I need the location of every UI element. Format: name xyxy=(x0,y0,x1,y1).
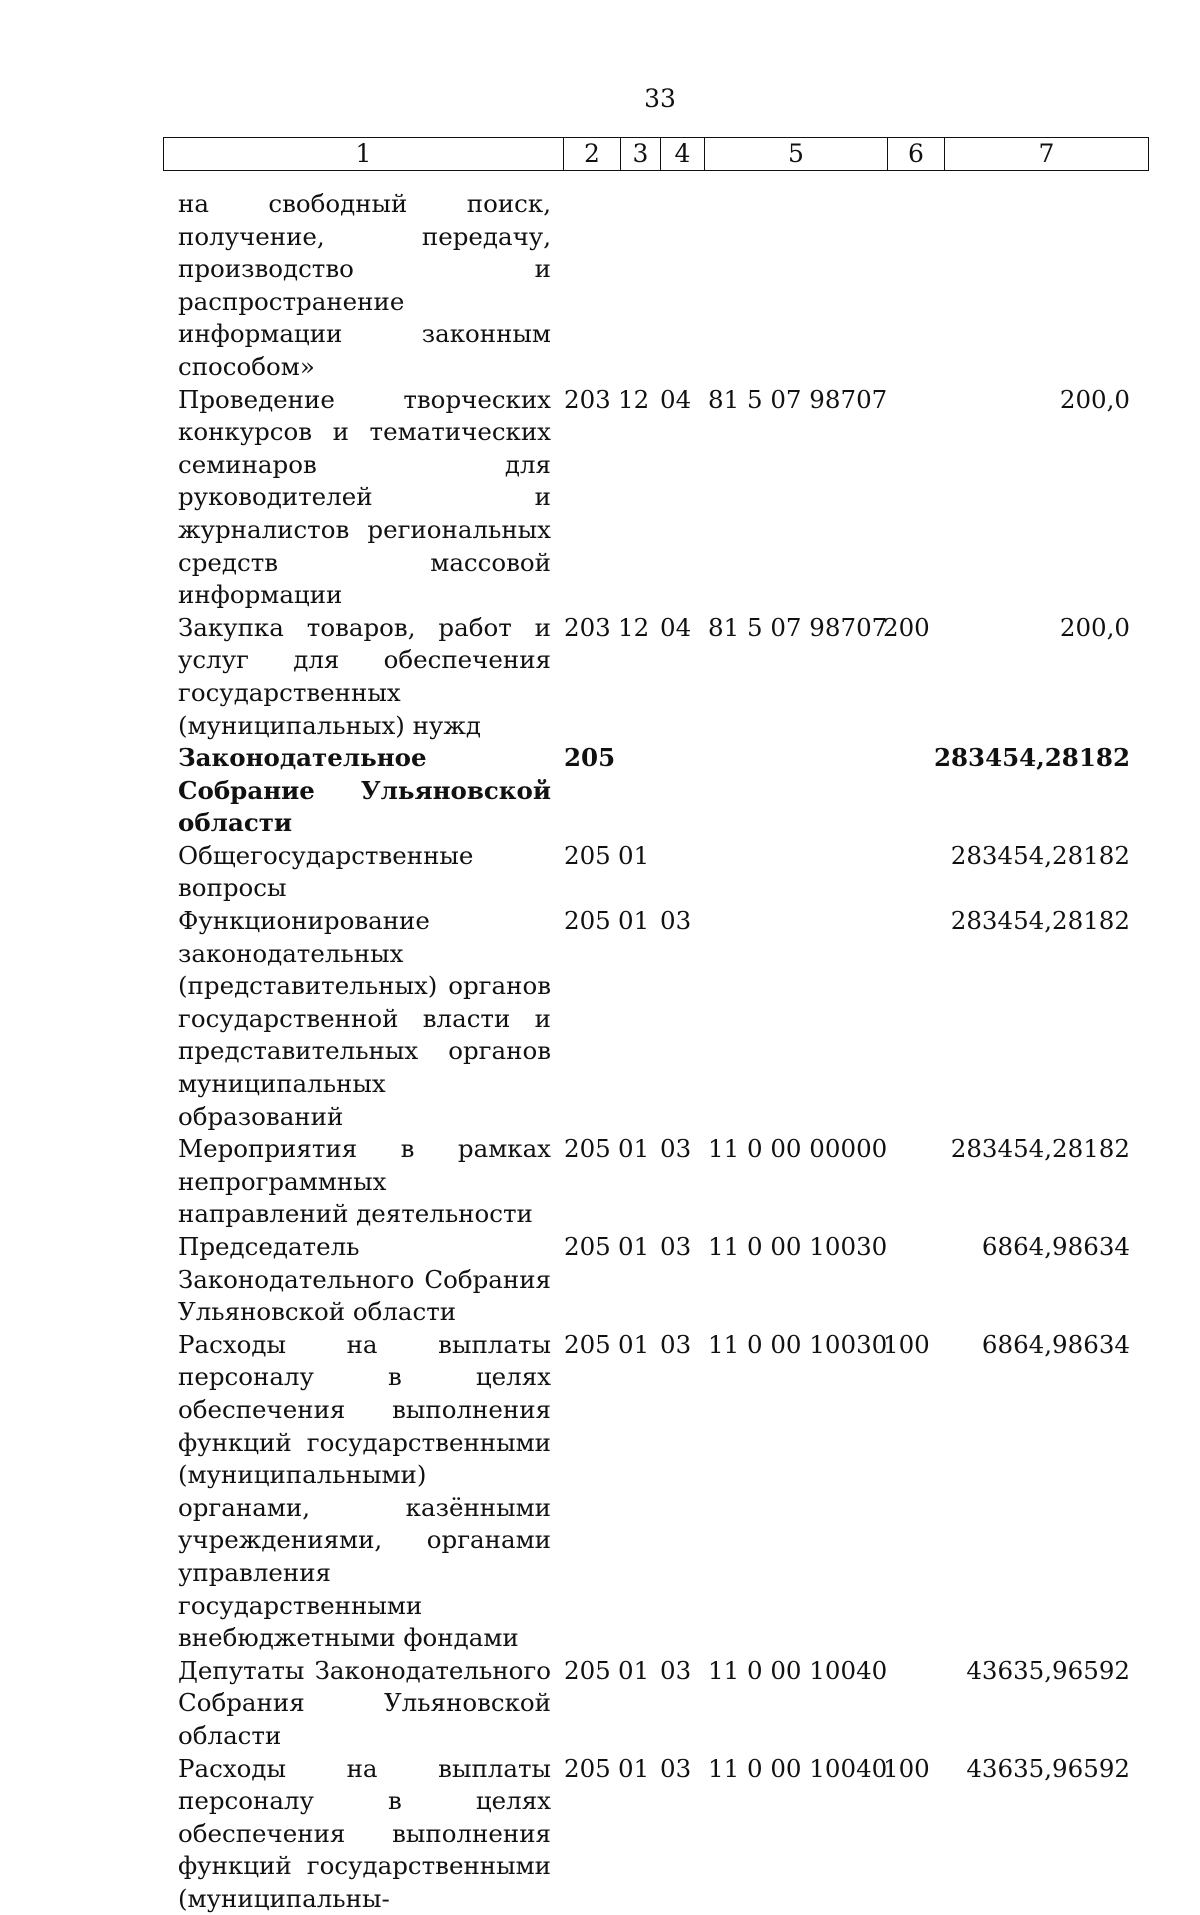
row-col-6: 100 xyxy=(883,1329,930,1362)
row-col-2: 205 xyxy=(564,1655,611,1688)
header-col-3: 3 xyxy=(621,138,661,171)
row-description: Законодательное Собрание Ульяновской области xyxy=(178,742,551,840)
table-row xyxy=(0,612,1200,742)
row-col-7: 283454,28182 xyxy=(951,840,1130,873)
row-col-5: 11 0 00 00000 xyxy=(708,1133,887,1166)
row-col-5: 11 0 00 10040 xyxy=(708,1655,887,1688)
row-col-2: 205 xyxy=(564,1133,611,1166)
row-col-7: 200,0 xyxy=(1060,384,1130,417)
row-col-3: 01 xyxy=(618,1753,649,1786)
header-col-2: 2 xyxy=(564,138,621,171)
row-description: Мероприятия в рамках непрограммных направлений деятельности xyxy=(178,1133,551,1231)
row-col-5: 81 5 07 98707 xyxy=(708,384,887,417)
row-col-2: 205 xyxy=(564,742,615,775)
row-col-7: 283454,28182 xyxy=(951,1133,1130,1166)
table-row xyxy=(0,1133,1200,1231)
header-col-4: 4 xyxy=(661,138,705,171)
table-body xyxy=(0,188,1200,1915)
row-col-4: 03 xyxy=(660,1133,691,1166)
row-col-2: 205 xyxy=(564,840,611,873)
row-col-3: 01 xyxy=(618,1231,649,1264)
table-row xyxy=(0,384,1200,612)
table-row xyxy=(0,1231,1200,1329)
row-col-5: 81 5 07 98707 xyxy=(708,612,887,645)
header-col-6: 6 xyxy=(888,138,945,171)
row-col-4: 04 xyxy=(660,612,691,645)
row-col-3: 01 xyxy=(618,1655,649,1688)
row-description: Председатель Законодательного Собрания Ульяновской области xyxy=(178,1231,551,1329)
row-col-2: 203 xyxy=(564,612,611,645)
table-header xyxy=(163,137,1149,171)
row-col-7: 200,0 xyxy=(1060,612,1130,645)
row-col-2: 203 xyxy=(564,384,611,417)
row-col-4: 03 xyxy=(660,1655,691,1688)
table-row xyxy=(0,1753,1200,1915)
row-col-7: 283454,28182 xyxy=(951,905,1130,938)
header-col-7: 7 xyxy=(945,138,1149,171)
row-col-3: 01 xyxy=(618,1133,649,1166)
row-description: Проведение творческих конкурсов и тематических семинаров для руководителей и журналистов региональных средств массовой информации xyxy=(178,384,551,612)
header-col-1: 1 xyxy=(164,138,564,171)
row-description: Функционирование законодательных (представительных) органов государственной власти и представительных органов муниципальных образований xyxy=(178,905,551,1133)
row-description: Расходы на выплаты персоналу в целях обеспечения выполнения функций государственными (муниципальными) органами, казёнными учреждениями, органами управления государственными внебюджетными фондами xyxy=(178,1329,551,1655)
row-col-4: 03 xyxy=(660,1329,691,1362)
row-col-7: 43635,96592 xyxy=(966,1655,1130,1688)
header-col-5: 5 xyxy=(705,138,888,171)
row-col-2: 205 xyxy=(564,1329,611,1362)
row-col-3: 12 xyxy=(618,612,649,645)
table-row xyxy=(0,1329,1200,1655)
table-row xyxy=(0,840,1200,905)
row-col-2: 205 xyxy=(564,905,611,938)
row-col-6: 200 xyxy=(883,612,930,645)
row-col-4: 03 xyxy=(660,1753,691,1786)
row-description: на свободный поиск, получение, передачу, производство и распространение информации законным способом» xyxy=(178,188,551,384)
row-description: Расходы на выплаты персоналу в целях обеспечения выполнения функций государственными (муниципальны- xyxy=(178,1753,551,1915)
row-col-3: 01 xyxy=(618,840,649,873)
table-row xyxy=(0,1655,1200,1753)
row-col-5: 11 0 00 10030 xyxy=(708,1231,887,1264)
row-col-7: 43635,96592 xyxy=(966,1753,1130,1786)
row-col-4: 04 xyxy=(660,384,691,417)
row-col-5: 11 0 00 10040 xyxy=(708,1753,887,1786)
row-col-5: 11 0 00 10030 xyxy=(708,1329,887,1362)
row-description: Депутаты Законодательного Собрания Ульяновской области xyxy=(178,1655,551,1753)
row-description: Общегосударственные вопросы xyxy=(178,840,551,905)
row-col-2: 205 xyxy=(564,1231,611,1264)
row-col-4: 03 xyxy=(660,905,691,938)
table-row xyxy=(0,188,1200,384)
row-col-7: 283454,28182 xyxy=(934,742,1130,775)
row-col-2: 205 xyxy=(564,1753,611,1786)
row-col-7: 6864,98634 xyxy=(982,1329,1130,1362)
row-col-4: 03 xyxy=(660,1231,691,1264)
row-col-3: 12 xyxy=(618,384,649,417)
row-description: Закупка товаров, работ и услуг для обеспечения государственных (муниципальных) нужд xyxy=(178,612,551,742)
table-row xyxy=(0,742,1200,840)
page-number: 33 xyxy=(0,84,1200,113)
row-col-6: 100 xyxy=(883,1753,930,1786)
row-col-3: 01 xyxy=(618,905,649,938)
row-col-3: 01 xyxy=(618,1329,649,1362)
row-col-7: 6864,98634 xyxy=(982,1231,1130,1264)
table-row xyxy=(0,905,1200,1133)
